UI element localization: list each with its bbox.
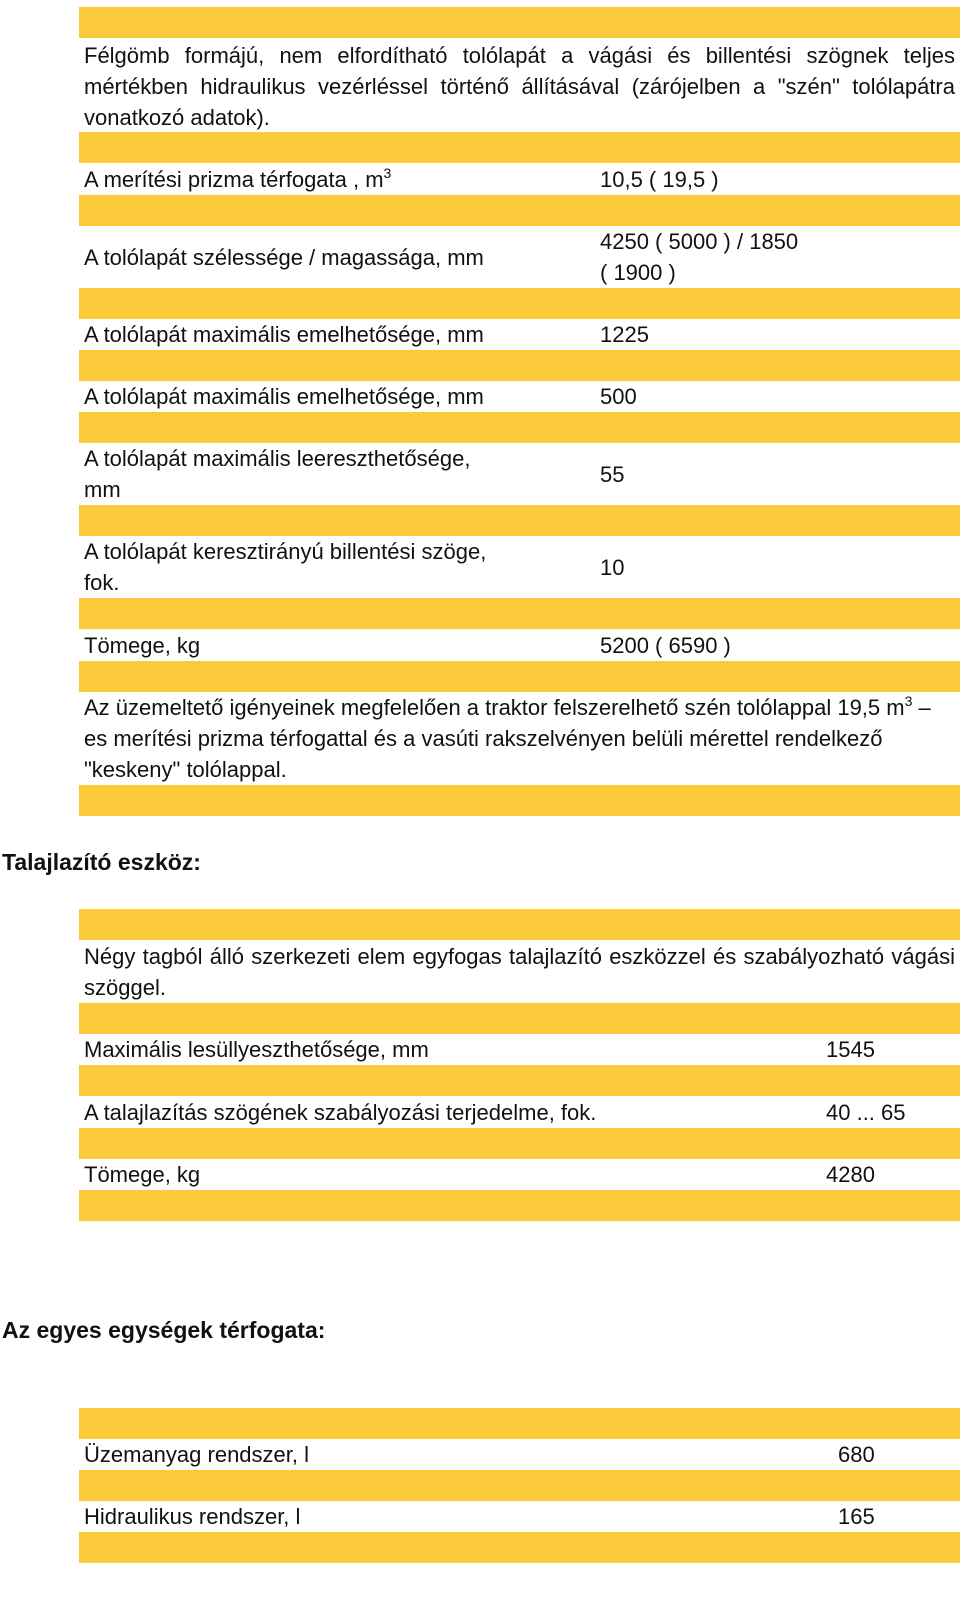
row-stripe: [79, 505, 960, 536]
ripper-angle-range-label: A talajlazítás szögének szabályozási terjedelme, fok.: [84, 1100, 597, 1125]
blade-prism-volume-value: 10,5 ( 19,5 ): [600, 167, 719, 192]
blade-tilt-angle-label-line2: fok.: [84, 570, 120, 595]
blade-max-lift-value: 1225: [600, 322, 649, 347]
blade-max-lift-label-2: A tolólapát maximális emelhetősége, mm: [84, 384, 484, 409]
row-stripe: [79, 1003, 960, 1034]
ripper-max-depth-value: 1545: [826, 1037, 875, 1062]
hydraulic-system-value: 165: [838, 1504, 875, 1529]
row-stripe: [79, 598, 960, 629]
ripper-max-depth-label: Maximális lesüllyeszthetősége, mm: [84, 1037, 429, 1062]
blade-max-lower-value: 55: [600, 462, 625, 487]
blade-prism-volume-label: A merítési prizma térfogata , $m^3$: [84, 165, 392, 192]
blade-max-lower-label-line2: mm: [84, 477, 121, 502]
ripper-weight-value: 4280: [826, 1162, 875, 1187]
fuel-system-value: 680: [838, 1442, 875, 1467]
row-stripe: [79, 1065, 960, 1096]
row-stripe: [79, 412, 960, 443]
volumes-heading: Az egyes egységek térfogata:: [2, 1317, 326, 1343]
blade-tilt-angle-value: 10: [600, 555, 625, 580]
row-stripe: [79, 909, 960, 940]
ripper-angle-range-value: 40 ... 65: [826, 1100, 906, 1125]
row-stripe: [79, 1408, 960, 1439]
ripper-weight-label: Tömege, kg: [84, 1162, 201, 1187]
blade-max-lower-label-line1: A tolólapát maximális leereszthetősége,: [84, 446, 471, 471]
ripper-intro: Négy tagból álló szerkezeti elem egyfogas talajlazító eszközzel és szabályozható vágási szöggel.: [84, 944, 955, 1000]
row-stripe: [79, 785, 960, 816]
hydraulic-system-label: Hidraulikus rendszer, l: [84, 1504, 301, 1529]
blade-weight-value: 5200 ( 6590 ): [600, 633, 731, 658]
row-stripe: [79, 661, 960, 692]
blade-width-height-label: A tolólapát szélessége / magassága, mm: [84, 245, 484, 270]
blade-note: Az üzemeltető igényeinek megfelelően a traktor felszerelhető szén tolólappal 19,5 $m^3$ – es merítési prizma térfogattal és a vasúti rakszelvényen belüli mérettel rendelkező "keskeny" tolólappal.: [84, 693, 931, 782]
row-stripe: [79, 1190, 960, 1221]
ripper-heading: Talajlazító eszköz:: [2, 849, 201, 875]
blade-width-height-value-line2: ( 1900 ): [600, 260, 676, 285]
row-stripe: [79, 288, 960, 319]
blade-max-lift-value-2: 500: [600, 384, 637, 409]
fuel-system-label: Üzemanyag rendszer, l: [84, 1442, 309, 1467]
row-stripe: [79, 1470, 960, 1501]
row-stripe: [79, 1128, 960, 1159]
row-stripe: [79, 132, 960, 163]
row-stripe: [79, 350, 960, 381]
blade-max-lift-label: A tolólapát maximális emelhetősége, mm: [84, 322, 484, 347]
row-stripe: [79, 7, 960, 38]
blade-intro: Félgömb formájú, nem elfordítható tolólapát a vágási és billentési szögnek teljes mértékben hidraulikus vezérléssel történő állításával (zárójelben a "szén" tolólapátra vonatkozó adatok).: [84, 43, 955, 130]
blade-tilt-angle-label-line1: A tolólapát keresztirányú billentési szöge,: [84, 539, 487, 564]
blade-weight-label: Tömege, kg: [84, 633, 201, 658]
row-stripe: [79, 1532, 960, 1563]
blade-width-height-value-line1: 4250 ( 5000 ) / 1850: [600, 229, 799, 254]
row-stripe: [79, 195, 960, 226]
